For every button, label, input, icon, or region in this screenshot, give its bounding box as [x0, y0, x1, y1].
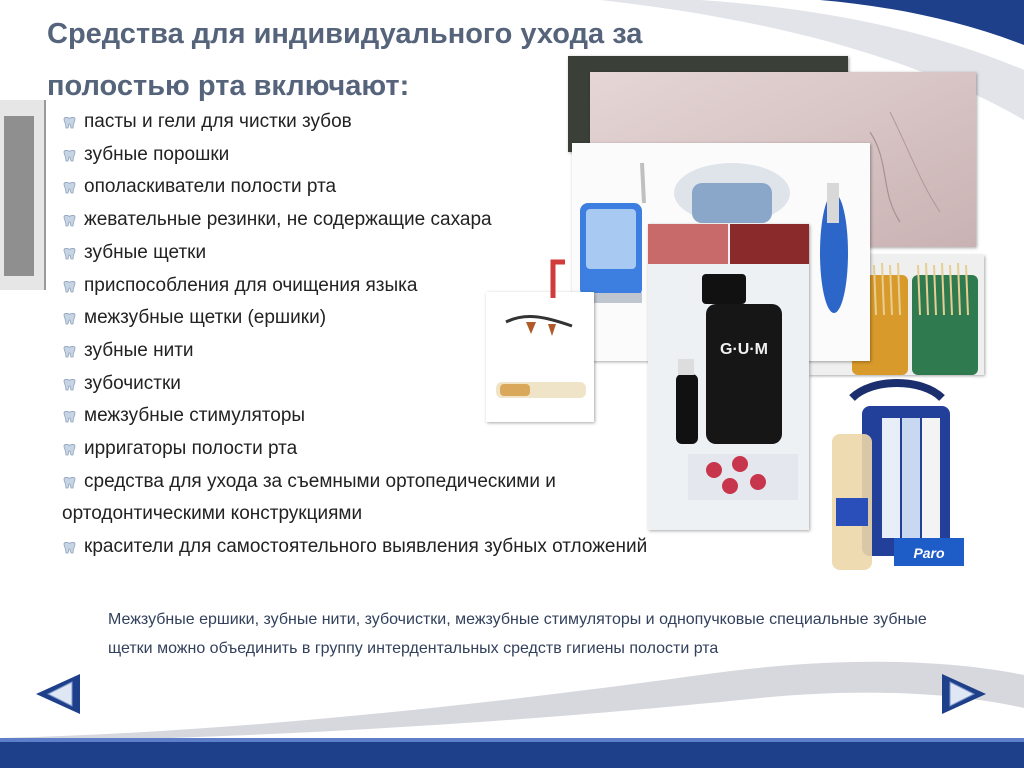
tooth-bullet-icon	[63, 215, 76, 227]
list-item-text: зубные нити	[84, 339, 194, 361]
bottom-bar	[0, 742, 1024, 768]
list-item	[62, 270, 782, 303]
list-item-text: зубные щетки	[84, 241, 207, 263]
previous-slide-button[interactable]	[32, 670, 84, 718]
tooth-bullet-icon	[63, 281, 76, 293]
list-item-text: приспособления для очищения языка	[84, 274, 418, 296]
list-item-text: жевательные резинки, не содержащие сахара	[84, 209, 492, 231]
list-item-text: ирригаторы полости рта	[84, 438, 298, 460]
list-item	[62, 204, 782, 237]
bullet-list	[62, 106, 782, 564]
tooth-bullet-icon	[63, 411, 76, 423]
slide-title: Средства для индивидуального ухода за полостью рта включают:	[47, 18, 643, 102]
arrow-left-icon	[32, 670, 84, 718]
list-item	[62, 400, 782, 433]
list-item-text: зубные порошки	[84, 143, 230, 165]
list-item-text: средства для ухода за съемными ортопедическими и	[84, 470, 556, 492]
tooth-bullet-icon	[63, 313, 76, 325]
list-item	[62, 466, 782, 531]
list-item-text: межзубные стимуляторы	[84, 405, 306, 427]
tooth-bullet-icon	[63, 477, 76, 489]
next-slide-button[interactable]	[938, 670, 990, 718]
list-item-text: красители для самостоятельного выявления зубных отложений	[84, 536, 648, 558]
tooth-bullet-icon	[63, 248, 76, 260]
tooth-bullet-icon	[63, 117, 76, 129]
tooth-bullet-icon	[63, 444, 76, 456]
list-item	[62, 237, 782, 270]
tooth-bullet-icon	[63, 150, 76, 162]
slide-caption: Межзубные ершики, зубные нити, зубочистки, межзубные стимуляторы и однопучковые специальные зубные щетки можно объединить в группу интердентальных средств гигиены полости рта	[108, 611, 927, 657]
list-item	[62, 302, 782, 335]
tooth-bullet-icon	[63, 182, 76, 194]
list-item	[62, 335, 782, 368]
list-item-text: ополаскиватели полости рта	[84, 176, 337, 198]
dye-brand-label: G·U·M	[720, 341, 768, 358]
left-tab-inner	[4, 116, 34, 276]
kit-brand-label: Paro	[913, 545, 945, 561]
list-item	[62, 106, 782, 139]
list-item	[62, 171, 782, 204]
list-item-text: межзубные щетки (ершики)	[84, 307, 327, 329]
list-item	[62, 139, 782, 172]
tooth-bullet-icon	[63, 542, 76, 554]
list-item	[62, 368, 782, 401]
tooth-bullet-icon	[63, 379, 76, 391]
list-item-text-continuation: ортодонтическими конструкциями	[62, 503, 363, 525]
arrow-right-icon	[938, 670, 990, 718]
list-item-text: пасты и гели для чистки зубов	[84, 111, 352, 132]
list-item	[62, 433, 782, 466]
tooth-bullet-icon	[63, 346, 76, 358]
list-item-text: зубочистки	[84, 372, 181, 394]
list-item	[62, 531, 782, 564]
photo-oral-care-kit	[822, 378, 972, 578]
